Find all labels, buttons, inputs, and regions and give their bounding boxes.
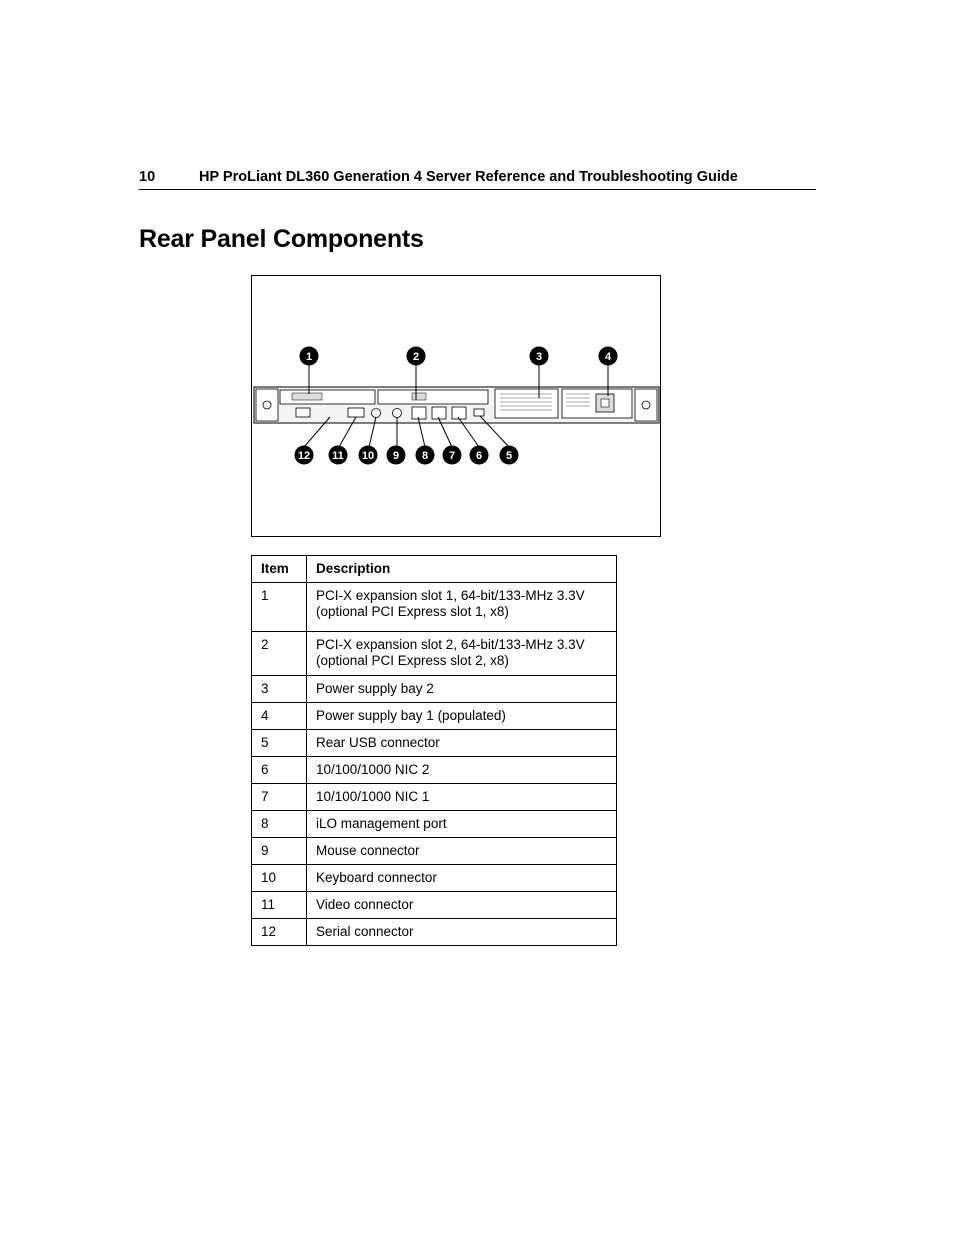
callout-12 [295, 446, 314, 465]
callout-label: 7 [448, 450, 456, 462]
table-row [252, 676, 617, 703]
item-cell: 7 [252, 784, 307, 811]
table-row [252, 703, 617, 730]
description-cell: Mouse connector [307, 838, 617, 865]
callout-8 [416, 446, 435, 465]
table-header-row [252, 556, 617, 583]
callout-label: 4 [604, 351, 612, 363]
description-cell: Rear USB connector [307, 730, 617, 757]
rear-panel-figure [251, 275, 661, 537]
table-row [252, 838, 617, 865]
table-row [252, 865, 617, 892]
callout-7 [443, 446, 462, 465]
callout-label: 6 [475, 450, 483, 462]
right-thumbscrew [642, 401, 650, 409]
callout-1 [300, 347, 319, 366]
table-row [252, 757, 617, 784]
item-cell: 12 [252, 919, 307, 946]
table-row [252, 583, 617, 632]
description-cell: iLO management port [307, 811, 617, 838]
table-row [252, 784, 617, 811]
callout-2 [407, 347, 426, 366]
section-title: Rear Panel Components [139, 225, 424, 253]
table-row [252, 919, 617, 946]
callout-3 [530, 347, 549, 366]
serial-port [296, 408, 310, 417]
column-header-item: Item [252, 556, 307, 583]
nic-1-port [432, 407, 446, 419]
description-cell [307, 632, 617, 676]
callout-10 [359, 446, 378, 465]
callout-4 [599, 347, 618, 366]
description-cell: 10/100/1000 NIC 2 [307, 757, 617, 784]
item-cell: 5 [252, 730, 307, 757]
callout-label: 1 [305, 351, 313, 363]
callout-6 [470, 446, 489, 465]
table-row [252, 892, 617, 919]
table-row [252, 730, 617, 757]
page-number: 10 [139, 169, 156, 185]
pci-slot-2 [378, 390, 488, 404]
callout-label: 8 [421, 450, 429, 462]
description-cell: Power supply bay 1 (populated) [307, 703, 617, 730]
description-cell: Video connector [307, 892, 617, 919]
callout-11 [329, 446, 348, 465]
item-cell: 2 [252, 632, 307, 676]
callout-label: 11 [332, 450, 344, 462]
usb-port [474, 409, 484, 416]
power-supply-bay-2 [495, 389, 558, 418]
left-thumbscrew [263, 401, 271, 409]
item-cell: 4 [252, 703, 307, 730]
description-text: PCI-X expansion slot 1, 64-bit/133-MHz 3.3V (optional PCI Express slot 1, x8) [316, 588, 585, 619]
description-cell: Power supply bay 2 [307, 676, 617, 703]
running-header [139, 168, 816, 190]
item-cell: 10 [252, 865, 307, 892]
description-cell: Keyboard connector [307, 865, 617, 892]
item-cell: 6 [252, 757, 307, 784]
description-cell: Serial connector [307, 919, 617, 946]
column-header-description: Description [307, 556, 617, 583]
keyboard-port [372, 409, 381, 418]
callout-label: 5 [505, 450, 513, 462]
item-cell: 3 [252, 676, 307, 703]
item-cell: 9 [252, 838, 307, 865]
table-row [252, 811, 617, 838]
table-row [252, 632, 617, 676]
running-title: HP ProLiant DL360 Generation 4 Server Reference and Troubleshooting Guide [199, 169, 738, 185]
callout-label: 2 [412, 351, 420, 363]
callout-label: 10 [361, 450, 375, 462]
item-cell: 1 [252, 583, 307, 632]
nic-2-port [452, 407, 466, 419]
video-port [348, 408, 364, 417]
callout-label: 9 [392, 450, 400, 462]
callout-label: 3 [535, 351, 543, 363]
description-cell [307, 583, 617, 632]
description-cell: 10/100/1000 NIC 1 [307, 784, 617, 811]
item-cell: 11 [252, 892, 307, 919]
item-cell: 8 [252, 811, 307, 838]
callout-9 [387, 446, 406, 465]
rear-panel-illustration [252, 276, 662, 538]
ilo-port [412, 407, 426, 419]
description-text: PCI-X expansion slot 2, 64-bit/133-MHz 3.3V (optional PCI Express slot 2, x8) [316, 637, 585, 668]
callout-label: 12 [297, 450, 311, 462]
callout-5 [500, 446, 519, 465]
mouse-port [393, 409, 402, 418]
components-table [251, 555, 617, 946]
